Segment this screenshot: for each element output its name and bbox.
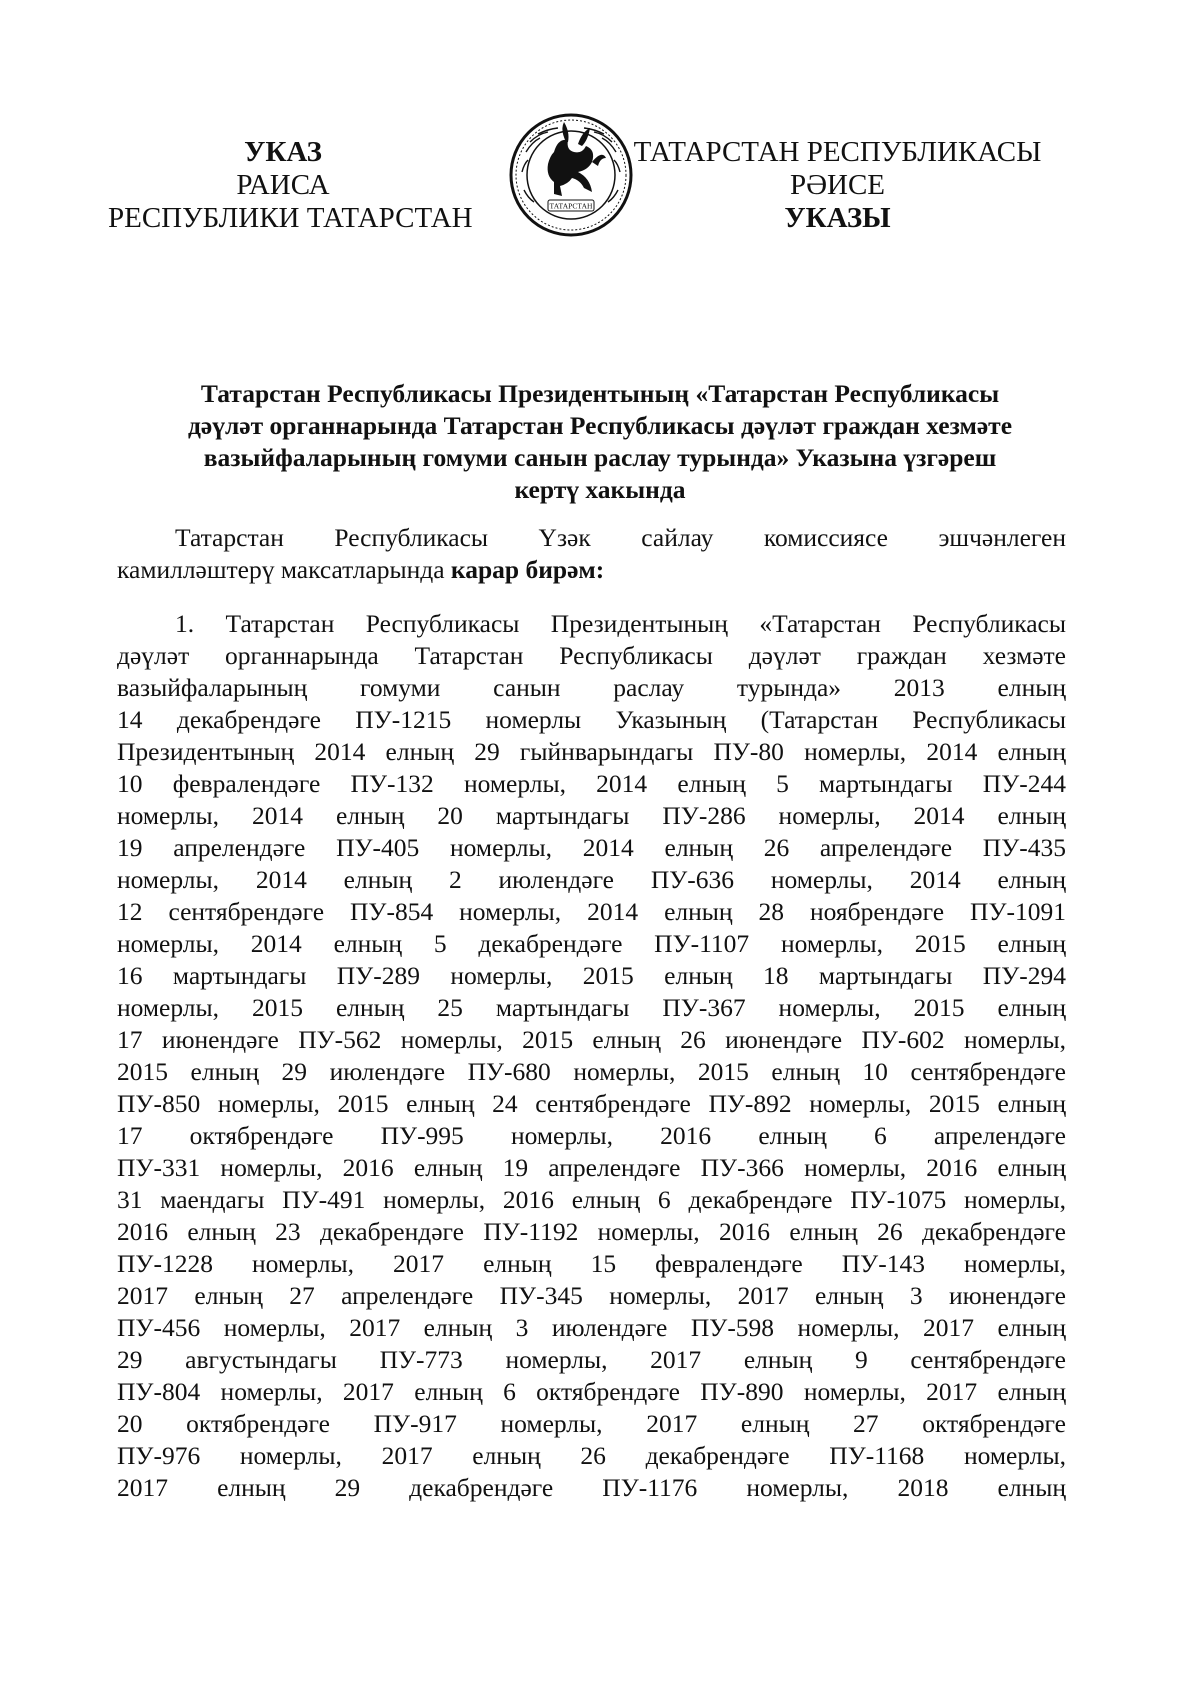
header-right-line-1: ТАТАРСТАН РЕСПУБЛИКАСЫ bbox=[633, 136, 1042, 168]
header-left-line-1: УКАЗ bbox=[244, 136, 322, 168]
preamble-text: камилләштерү максатларында bbox=[117, 555, 451, 584]
title-line: вазыйфаларының гомуми санын раслау турында» Указына үзгәреш bbox=[203, 443, 997, 472]
preamble-line-1: Татарстан Республикасы Үзәк сайлау комиссиясе эшчәнлеген bbox=[175, 523, 1066, 552]
body-line: ПУ-976 номерлы, 2017 елның 26 декабрендәге ПУ-1168 номерлы, bbox=[117, 1441, 1066, 1470]
body-line: 14 декабрендәге ПУ-1215 номерлы Указының (Татарстан Республикасы bbox=[117, 705, 1066, 734]
body-line: 19 апрелендәге ПУ-405 номерлы, 2014 елның 26 апрелендәге ПУ-435 bbox=[117, 833, 1066, 862]
body-line: 2017 елның 29 декабрендәге ПУ-1176 номерлы, 2018 елның bbox=[117, 1473, 1066, 1502]
body-line: ПУ-456 номерлы, 2017 елның 3 июлендәге ПУ-598 номерлы, 2017 елның bbox=[117, 1313, 1066, 1342]
emblem-text: ТАТАРСТАН bbox=[549, 201, 593, 211]
header-right bbox=[630, 136, 1045, 235]
preamble-bold-text: карар бирәм: bbox=[450, 555, 605, 584]
tatarstan-emblem-icon bbox=[508, 112, 634, 238]
body-line: 17 июнендәге ПУ-562 номерлы, 2015 елның 26 июнендәге ПУ-602 номерлы, bbox=[117, 1025, 1066, 1054]
body-line: 16 мартындагы ПУ-289 номерлы, 2015 елның 18 мартындагы ПУ-294 bbox=[117, 961, 1066, 990]
body-line: номерлы, 2015 елның 25 мартындагы ПУ-367 номерлы, 2015 елның bbox=[117, 993, 1066, 1022]
body-line: 20 октябрендәге ПУ-917 номерлы, 2017 елның 27 октябрендәге bbox=[117, 1409, 1066, 1438]
body-line: ПУ-850 номерлы, 2015 елның 24 сентябрендәге ПУ-892 номерлы, 2015 елның bbox=[117, 1089, 1066, 1118]
body-line: ПУ-1228 номерлы, 2017 елның 15 февралендәге ПУ-143 номерлы, bbox=[117, 1249, 1066, 1278]
body-line: ПУ-331 номерлы, 2016 елның 19 апрелендәге ПУ-366 номерлы, 2016 елның bbox=[117, 1153, 1066, 1182]
body-line: 10 февралендәге ПУ-132 номерлы, 2014 елның 5 мартындагы ПУ-244 bbox=[117, 769, 1066, 798]
header-left-line-2: РАИСА bbox=[236, 169, 330, 201]
body-line: номерлы, 2014 елның 2 июлендәге ПУ-636 номерлы, 2014 елның bbox=[117, 865, 1066, 894]
body-line: 31 маендагы ПУ-491 номерлы, 2016 елның 6 декабрендәге ПУ-1075 номерлы, bbox=[117, 1185, 1066, 1214]
body-line: Президентының 2014 елның 29 гыйнварындагы ПУ-80 номерлы, 2014 елның bbox=[117, 737, 1066, 766]
body-line: номерлы, 2014 елның 5 декабрендәге ПУ-1107 номерлы, 2015 елның bbox=[117, 929, 1066, 958]
header-left-line-3: РЕСПУБЛИКИ ТАТАРСТАН bbox=[108, 202, 473, 234]
body-line: 2016 елның 23 декабрендәге ПУ-1192 номерлы, 2016 елның 26 декабрендәге bbox=[117, 1217, 1066, 1246]
body-line: 29 августындагы ПУ-773 номерлы, 2017 елның 9 сентябрендәге bbox=[117, 1345, 1066, 1374]
body-line: 17 октябрендәге ПУ-995 номерлы, 2016 елның 6 апрелендәге bbox=[117, 1121, 1066, 1150]
body-line: 2015 елның 29 июлендәге ПУ-680 номерлы, 2015 елның 10 сентябрендәге bbox=[117, 1057, 1066, 1086]
header-right-line-2: РӘИСЕ bbox=[789, 169, 886, 201]
body-line: ПУ-804 номерлы, 2017 елның 6 октябрендәге ПУ-890 номерлы, 2017 елның bbox=[117, 1377, 1066, 1406]
title-line: Татарстан Республикасы Президентының «Татарстан Республикасы bbox=[200, 379, 1000, 408]
decree-title bbox=[130, 378, 1070, 506]
header-right-line-3: УКАЗЫ bbox=[784, 202, 891, 234]
title-line: дәүләт органнарында Татарстан Республикасы дәүләт граждан хезмәте bbox=[187, 411, 1013, 440]
body-line: 12 сентябрендәге ПУ-854 номерлы, 2014 елның 28 ноябрендәге ПУ-1091 bbox=[117, 897, 1066, 926]
body-line: 2017 елның 27 апрелендәге ПУ-345 номерлы, 2017 елның 3 июнендәге bbox=[117, 1281, 1066, 1310]
body-line: номерлы, 2014 елның 20 мартындагы ПУ-286 номерлы, 2014 елның bbox=[117, 801, 1066, 830]
preamble-line-2 bbox=[117, 554, 1066, 586]
header-left bbox=[108, 136, 473, 235]
body-line: дәүләт органнарында Татарстан Республикасы дәүләт граждан хезмәте bbox=[117, 641, 1066, 670]
title-line: кертү хакында bbox=[514, 475, 686, 504]
body-line: 1. Татарстан Республикасы Президентының «Татарстан Республикасы bbox=[175, 609, 1066, 638]
body-line: вазыйфаларының гомуми санын раслау турында» 2013 елның bbox=[117, 673, 1066, 702]
